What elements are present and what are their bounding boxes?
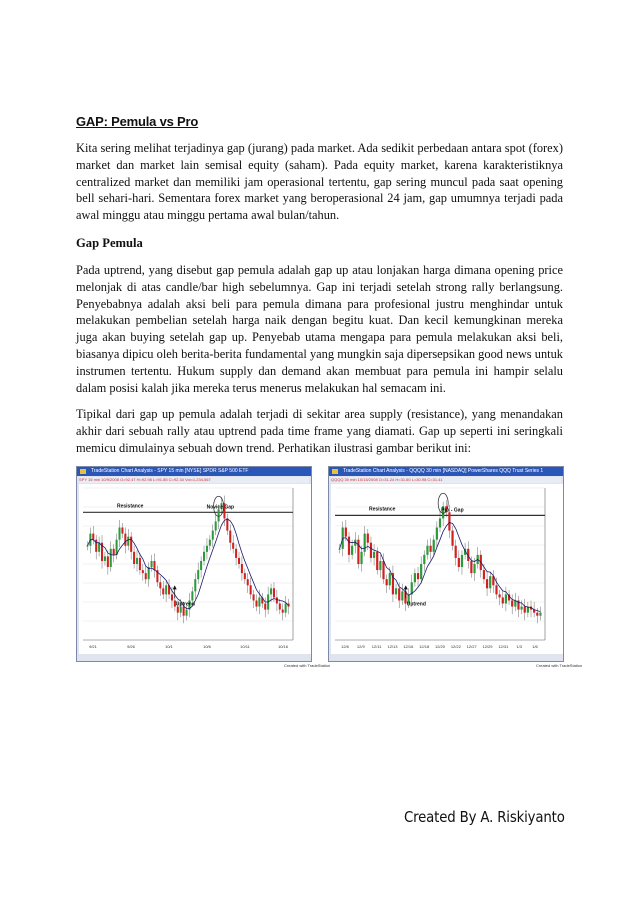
x-tick-label: 1/3 [516,644,522,649]
candle [364,534,366,552]
candle [536,613,538,616]
candle [153,561,155,570]
x-tick-label: 10/1 [165,644,173,649]
footer-credit: Created By A. Riskiyanto [404,808,565,826]
x-tick-label: 12/11 [371,644,382,649]
candle [351,546,353,555]
candle [420,564,422,579]
candle [136,558,138,564]
candle [376,552,378,570]
candle [379,561,381,570]
candle [401,591,403,600]
candle [218,509,220,521]
candle [142,570,144,573]
candle [121,528,123,534]
app-icon [332,469,338,474]
x-tick-label: 12/18 [419,644,430,649]
x-tick-label: 12/29 [482,644,493,649]
candle [253,594,255,600]
candle [521,607,523,610]
candle [127,537,129,546]
chart-left-titlebar [77,467,311,476]
candle [279,604,281,610]
candle [398,588,400,600]
candle [539,613,541,616]
chart-left [76,466,312,662]
candle [426,546,428,555]
candle [360,552,362,564]
page-heading: GAP: Pemula vs Pro [76,114,199,129]
candle [215,521,217,530]
candle [429,546,431,552]
x-tick-label: 9/21 [89,644,97,649]
candle [86,546,88,547]
candle [345,528,347,537]
candle [495,585,497,594]
chart-left-title: TradeStation Chart Analysis - SPY 15 min [NYSE] SPDR S&P 500 ETF [91,468,249,474]
x-tick-label: 12/6 [341,644,349,649]
candle [209,540,211,546]
candle [367,534,369,543]
candle [470,561,472,573]
candle [348,537,350,555]
candle [133,552,135,564]
candle [382,561,384,579]
x-tick-label: 12/27 [466,644,477,649]
candle [226,518,228,530]
candle [524,607,526,613]
candle [439,518,441,527]
x-tick-label: 12/31 [498,644,509,649]
candle [145,573,147,579]
chart-right-title: TradeStation Chart Analysis - QQQQ 30 min [NASDAQ] PowerShares QQQ Trust Series 1 [343,468,544,474]
candle [206,546,208,552]
candle [124,534,126,546]
tipikal-paragraph: Tipikal dari gap up pemula adalah terjadi di sekitar area supply (resistance), yang menandakan akhir dari sebuah rally atau uptrend pada time frame yang diamati. Gap up seperti ini seringkali memicu dimulainya sebuah down trend. Perhatikan ilustrasi gambar berikut ini: [76,407,563,455]
candle [92,534,94,540]
candle [250,585,252,594]
candle [241,564,243,573]
section-heading-gap-pemula: Gap Pemula [76,236,143,250]
gap-label: Novice Gap [206,504,235,511]
candle [151,561,153,567]
candle [373,552,375,558]
app-icon [80,469,86,474]
chart-right-credit: Created with TradeStation [536,663,583,668]
candle [200,561,202,570]
x-tick-label: 12/22 [450,644,461,649]
candle [458,558,460,567]
candle [486,579,488,588]
candle [433,540,435,552]
candle [386,579,388,585]
candle [357,540,359,564]
candle [212,531,214,540]
candle [270,588,272,594]
candle [276,597,278,603]
candle [98,543,100,552]
candle [258,597,260,606]
x-tick-label: 12/20 [434,644,446,649]
candle [282,610,284,613]
x-tick-label: 10/11 [240,644,250,649]
chart-left-credit: Created with TradeStation [284,663,331,668]
candle [159,582,161,588]
candle [247,579,249,585]
candle [395,588,397,594]
intro-paragraph: Kita sering melihat terjadinya gap (jurang) pada market. Ada sedikit perbedaan antara spot (forex) market dan market lain semisal equity (saham). Pada equity market, karena karakteristiknya centralized market dan memiliki jam operasional tertentu, gap sering muncul pada saat opening bell sehari-hari. Sementara forex market yang beroperasional 24 jam, gap umumnya terjadi pada awal minggu atau minggu pertama awal bulan/tahun. [76,141,563,223]
candle [370,543,372,558]
candle [264,604,266,610]
candle [423,555,425,564]
x-tick-label: 10/6 [203,644,211,649]
candle [191,591,193,600]
candle [511,600,513,606]
candle [273,588,275,597]
candle [499,594,501,597]
resistance-label: Resistance [117,503,144,510]
candle [139,558,141,570]
candle [235,549,237,558]
chart-right [328,466,564,662]
candle [448,512,450,530]
candle [414,573,416,582]
x-tick-label: 12/13 [387,644,398,649]
candle [489,576,491,588]
candle [177,607,179,613]
candle [502,597,504,603]
candle [171,594,173,600]
candle [483,570,485,579]
candle [162,588,164,594]
x-tick-label: 1/6 [532,644,538,649]
candle [186,610,188,616]
candle [165,585,167,594]
chart-left-info: SPY 15 min 10/9/2008 O=92.47 H=92.98 L=91.85 C=92.34 Vol=1,234,567 [79,477,309,483]
candle [505,594,507,603]
chart-right-plot [331,484,563,654]
x-tick-label: 12/9 [356,644,365,649]
candle [255,600,257,606]
candle [229,531,231,543]
candle [203,552,205,561]
candle [104,556,106,561]
chart-right-titlebar [329,467,563,476]
plot-background [79,484,311,654]
candle [118,528,120,540]
candle [113,549,115,555]
candle [389,573,391,585]
candle [194,579,196,591]
candle [180,607,182,613]
candle [461,555,463,567]
candle [285,604,287,613]
candle [451,531,453,546]
candle [197,570,199,579]
candle [232,543,234,549]
x-tick-label: 12/16 [403,644,414,649]
candle [244,573,246,579]
uptrend-label: Uptrend [175,601,195,608]
candle [238,558,240,564]
candle [436,528,438,540]
candle [110,549,112,567]
x-tick-label: 9/26 [127,644,135,649]
candle [183,607,185,616]
candle [107,556,109,567]
resistance-label: Resistance [369,506,396,513]
candle [455,546,457,558]
chart-right-info: QQQQ 30 min 10/15/2008 O=31.24 H=31.60 L=30.98 C=31.41 [331,477,561,483]
uptrend-label: Uptrend [406,601,426,608]
chart-left-plot [79,484,311,654]
candle [473,564,475,573]
gap-pemula-paragraph: Pada uptrend, yang disebut gap pemula adalah gap up atau lonjakan harga dimana opening price melonjak di atas candle/bar high sebelumnya. Gap ini terjadi setelah strong rally berlangsung. Penyebabnya adalah aksi beli para pemula dimana para profesional justru menghindar untuk melakukan pembelian setelah harga naik dengan begitu kuat. Dan kecil kemungkinan mereka juga akan buying setelah gap up. Penyebab utama mengapa para pemula melakukan aksi beli, biasanya dipicu oleh berita-berita fundamental yang mungkin saja dipersepsikan good news untuk instrumen tertentu. Hukum supply dan demand akan membuat para pemula ini hampir selalu dalam posisi kalah jika mereka terus menerus melakukan hal semacam ini. [76,263,563,395]
candle [417,573,419,579]
gap-label: Pro - Gap [441,507,464,514]
x-tick-label: 10/16 [277,644,289,649]
candle [338,549,340,550]
